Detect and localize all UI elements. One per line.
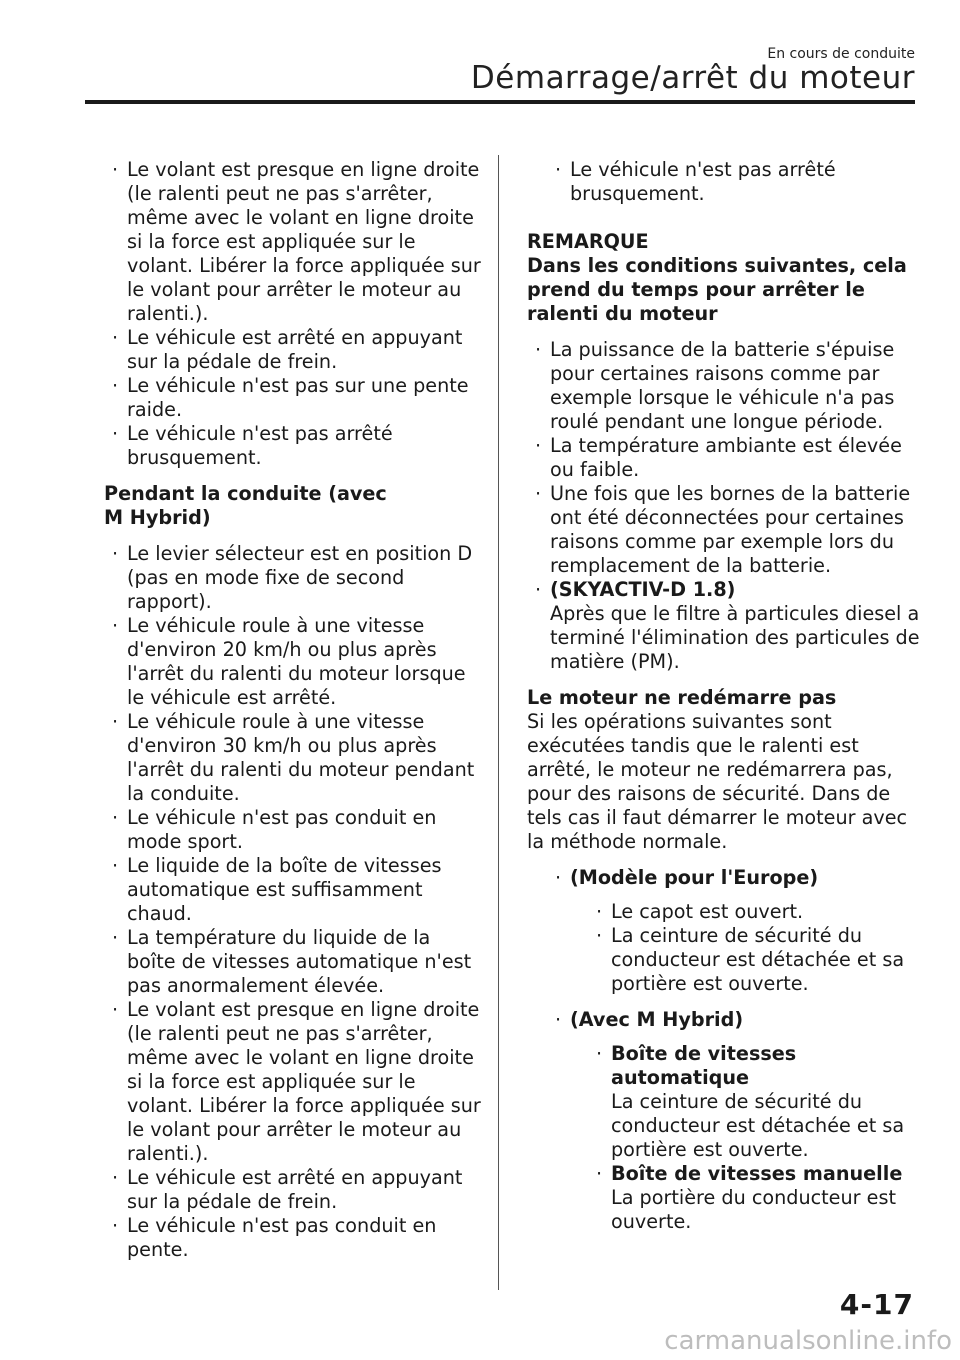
skyactiv-text: Après que le filtre à particules diesel a terminé l'élimination des particules de matière (PM). bbox=[550, 602, 920, 673]
list-item: · Le véhicule n'est pas arrêté brusquement. bbox=[551, 158, 927, 206]
auto-gearbox-label: Boîte de vitesses automatique bbox=[611, 1042, 797, 1089]
page-title: Démarrage/arrêt du moteur bbox=[470, 60, 915, 96]
list-item: · Le levier sélecteur est en position D (pas en mode fixe de second rapport). bbox=[108, 542, 484, 614]
list-item bbox=[531, 578, 927, 674]
column-divider bbox=[498, 155, 499, 1290]
hybrid-sublist bbox=[592, 1042, 927, 1234]
left-column bbox=[104, 158, 484, 1262]
restart-heading: Le moteur ne redémarre pas bbox=[527, 686, 837, 709]
list-item bbox=[551, 866, 927, 996]
page-number: 4-17 bbox=[839, 1288, 914, 1321]
manual-gearbox-label: Boîte de vitesses manuelle bbox=[611, 1162, 903, 1185]
auto-gearbox-text: La ceinture de sécurité du conducteur est détachée et sa portière est ouverte. bbox=[611, 1090, 905, 1161]
header-rule bbox=[85, 100, 915, 104]
list-item bbox=[592, 1042, 927, 1162]
skyactiv-label: (SKYACTIV-D 1.8) bbox=[550, 578, 736, 601]
list-item: · Le véhicule est arrêté en appuyant sur la pédale de frein. bbox=[108, 326, 484, 374]
right-column bbox=[527, 158, 927, 1234]
hybrid-label: (Avec M Hybrid) bbox=[570, 1008, 744, 1031]
right-list-0 bbox=[551, 158, 927, 206]
list-item: · Le véhicule n'est pas conduit en pente. bbox=[108, 1214, 484, 1262]
remarque-heading: Dans les conditions suivantes, cela prend du temps pour arrêter le ralenti du moteur bbox=[527, 254, 907, 325]
list-item: · Le liquide de la boîte de vitesses automatique est suffisamment chaud. bbox=[108, 854, 484, 926]
list-item: · La température ambiante est élevée ou faible. bbox=[531, 434, 927, 482]
remarque-label: REMARQUE bbox=[527, 230, 649, 253]
watermark: carmanualsonline.info bbox=[664, 1326, 952, 1356]
list-item: · La température du liquide de la boîte de vitesses automatique n'est pas anormalement élevée. bbox=[108, 926, 484, 998]
list-item: · Le véhicule est arrêté en appuyant sur la pédale de frein. bbox=[108, 1166, 484, 1214]
list-item: · Le véhicule roule à une vitesse d'environ 30 km/h ou plus après l'arrêt du ralenti du moteur pendant la conduite. bbox=[108, 710, 484, 806]
list-item bbox=[592, 1162, 927, 1234]
restart-text: Si les opérations suivantes sont exécutées tandis que le ralenti est arrêté, le moteur ne redémarrera pas, pour des raisons de sécurité. Dans de tels cas il faut démarrer le moteur avec la méthode normale. bbox=[527, 710, 908, 853]
remarque-list bbox=[531, 338, 927, 674]
list-item: · Le volant est presque en ligne droite (le ralenti peut ne pas s'arrêter, même avec le volant en ligne droite si la force est appliquée sur le volant. Libérer la force appliquée sur le volant pour arrêter le moteur au ralenti.). bbox=[108, 998, 484, 1166]
header-section-label: En cours de conduite bbox=[767, 46, 915, 62]
manual-gearbox-text: La portière du conducteur est ouverte. bbox=[611, 1186, 896, 1233]
europe-sublist bbox=[592, 900, 927, 996]
list-item: · Une fois que les bornes de la batterie ont été déconnectées pour certaines raisons comme par exemple lors du remplacement de la batterie. bbox=[531, 482, 927, 578]
list-item: · Le véhicule n'est pas arrêté brusquement. bbox=[108, 422, 484, 470]
left-list-1 bbox=[108, 158, 484, 470]
list-item: · Le véhicule roule à une vitesse d'environ 20 km/h ou plus après l'arrêt du ralenti du moteur lorsque le véhicule est arrêté. bbox=[108, 614, 484, 710]
conditions-list bbox=[551, 866, 927, 1234]
list-item: · Le véhicule n'est pas conduit en mode sport. bbox=[108, 806, 484, 854]
section-heading-driving-hybrid: Pendant la conduite (avec M Hybrid) bbox=[104, 482, 387, 529]
list-item: · Le volant est presque en ligne droite (le ralenti peut ne pas s'arrêter, même avec le volant en ligne droite si la force est appliquée sur le volant. Libérer la force appliquée sur le volant pour arrêter le moteur au ralenti.). bbox=[108, 158, 484, 326]
left-list-2 bbox=[108, 542, 484, 1262]
list-item: · La puissance de la batterie s'épuise pour certaines raisons comme par exemple lorsque le véhicule n'a pas roulé pendant une longue période. bbox=[531, 338, 927, 434]
europe-label: (Modèle pour l'Europe) bbox=[570, 866, 819, 889]
list-item: · La ceinture de sécurité du conducteur est détachée et sa portière est ouverte. bbox=[592, 924, 927, 996]
list-item: · Le véhicule n'est pas sur une pente raide. bbox=[108, 374, 484, 422]
list-item: · Le capot est ouvert. bbox=[592, 900, 927, 924]
list-item bbox=[551, 1008, 927, 1234]
